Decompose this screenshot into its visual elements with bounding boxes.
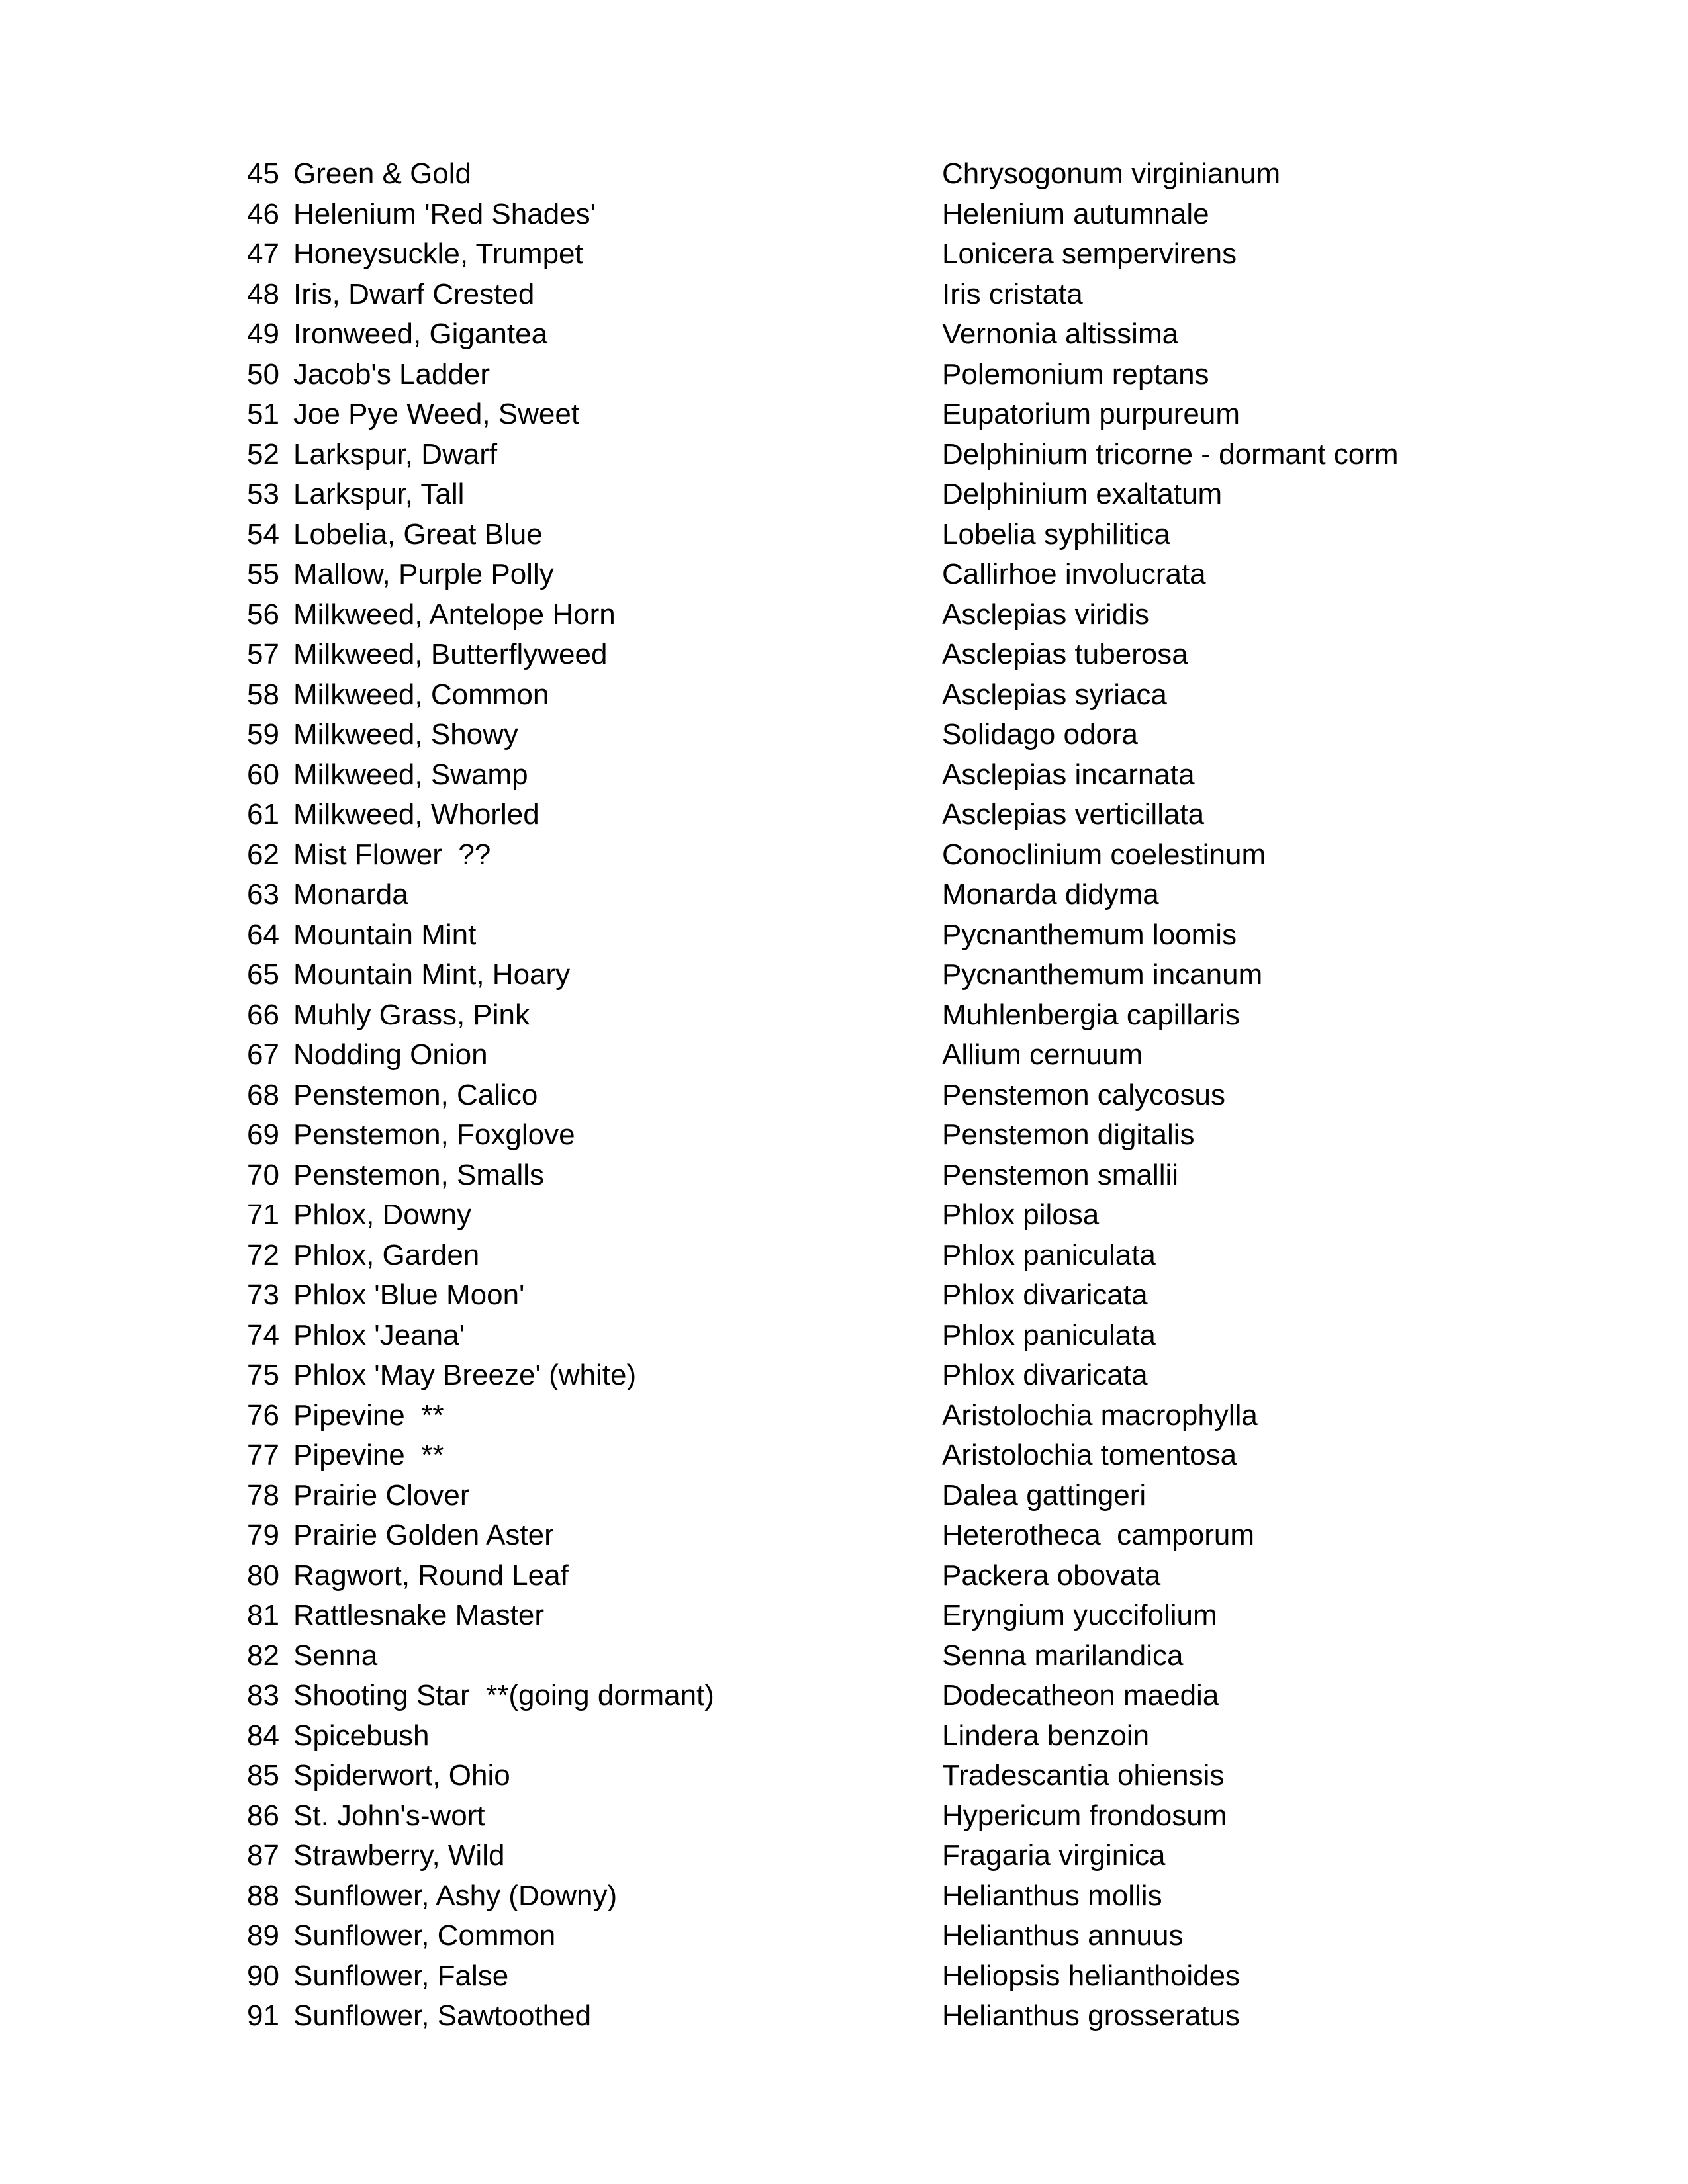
plant-scientific-name: Polemonium reptans: [942, 357, 1209, 390]
plant-scientific-name: Aristolochia tomentosa: [942, 1439, 1237, 1471]
plant-number: 56: [247, 598, 279, 631]
plant-scientific-name: Phlox divaricata: [942, 1279, 1148, 1311]
plant-row: [0, 875, 1688, 915]
plant-number: 83: [247, 1679, 279, 1711]
plant-number: 67: [247, 1038, 279, 1071]
plant-scientific-name: Conoclinium coelestinum: [942, 838, 1266, 871]
plant-row: [0, 595, 1688, 635]
plant-common-name: Ragwort, Round Leaf: [293, 1559, 569, 1592]
plant-number: 47: [247, 238, 279, 270]
plant-row: [0, 1836, 1688, 1876]
plant-row: [0, 1275, 1688, 1316]
plant-scientific-name: Vernonia altissima: [942, 318, 1179, 350]
plant-row: [0, 795, 1688, 835]
plant-number: 52: [247, 437, 279, 471]
plant-row: [0, 195, 1688, 235]
plant-scientific-name: Delphinium exaltatum: [942, 478, 1223, 510]
plant-common-name: Larkspur, Tall: [293, 478, 465, 510]
plant-common-name: Rattlesnake Master: [293, 1599, 545, 1631]
plant-row: [0, 1676, 1688, 1716]
plant-common-name: Penstemon, Foxglove: [293, 1118, 575, 1151]
plant-number: 50: [247, 357, 279, 390]
plant-common-name: Phlox, Downy: [293, 1199, 472, 1231]
plant-scientific-name: Phlox pilosa: [942, 1199, 1100, 1231]
plant-common-name: Pipevine **: [293, 1439, 444, 1471]
plant-row: [0, 1756, 1688, 1796]
plant-number: 86: [247, 1799, 279, 1832]
plant-number: 88: [247, 1879, 279, 1912]
plant-common-name: Honeysuckle, Trumpet: [293, 238, 583, 270]
plant-scientific-name: Aristolochia macrophylla: [942, 1398, 1258, 1432]
plant-common-name: Milkweed, Common: [293, 678, 549, 711]
plant-row: [0, 915, 1688, 956]
plant-number: 66: [247, 998, 279, 1031]
plant-number: 77: [247, 1439, 279, 1471]
plant-number: 49: [247, 318, 279, 350]
plant-common-name: Nodding Onion: [293, 1038, 488, 1071]
plant-row: [0, 755, 1688, 796]
plant-number: 68: [247, 1078, 279, 1111]
plant-scientific-name: Eupatorium purpureum: [942, 398, 1241, 430]
plant-common-name: Jacob's Ladder: [293, 357, 491, 390]
plant-common-name: Green & Gold: [293, 158, 472, 190]
plant-number: 69: [247, 1118, 279, 1151]
plant-number: 62: [247, 838, 279, 871]
plant-row: [0, 1916, 1688, 1956]
plant-scientific-name: Heterotheca camporum: [942, 1519, 1254, 1551]
plant-number: 89: [247, 1919, 279, 1952]
plant-common-name: Pipevine **: [293, 1398, 444, 1432]
plant-scientific-name: Lobelia syphilitica: [942, 518, 1170, 551]
plant-scientific-name: Asclepias viridis: [942, 598, 1149, 631]
plant-row: [0, 715, 1688, 755]
plant-row: [0, 1716, 1688, 1756]
plant-number: 90: [247, 1959, 279, 1992]
plant-scientific-name: Dodecatheon maedia: [942, 1679, 1219, 1711]
plant-scientific-name: Heliopsis helianthoides: [942, 1959, 1241, 1992]
plant-row: [0, 1195, 1688, 1236]
plant-row: [0, 1035, 1688, 1075]
plant-scientific-name: Delphinium tricorne - dormant corm: [942, 437, 1399, 471]
plant-scientific-name: Packera obovata: [942, 1559, 1161, 1592]
plant-number: 70: [247, 1158, 279, 1191]
plant-row: [0, 835, 1688, 876]
plant-row: [0, 1796, 1688, 1837]
plant-row: [0, 515, 1688, 555]
plant-common-name: Milkweed, Swamp: [293, 758, 528, 791]
plant-list: [0, 154, 1688, 2036]
plant-common-name: Spiderwort, Ohio: [293, 1759, 510, 1792]
plant-common-name: Phlox, Garden: [293, 1238, 480, 1271]
plant-scientific-name: Tradescantia ohiensis: [942, 1759, 1225, 1792]
plant-common-name: Milkweed, Whorled: [293, 798, 539, 831]
plant-common-name: Monarda: [293, 878, 408, 911]
plant-scientific-name: Phlox divaricata: [942, 1359, 1148, 1391]
plant-scientific-name: Chrysogonum virginianum: [942, 158, 1281, 190]
plant-scientific-name: Phlox paniculata: [942, 1238, 1156, 1271]
plant-scientific-name: Asclepias syriaca: [942, 678, 1167, 711]
plant-number: 91: [247, 1999, 279, 2032]
plant-number: 60: [247, 758, 279, 791]
plant-common-name: Iris, Dwarf Crested: [293, 277, 535, 310]
plant-common-name: Phlox 'Blue Moon': [293, 1279, 525, 1311]
plant-number: 71: [247, 1199, 279, 1231]
plant-number: 61: [247, 798, 279, 831]
plant-number: 76: [247, 1398, 279, 1432]
plant-scientific-name: Helenium autumnale: [942, 197, 1209, 230]
plant-scientific-name: Hypericum frondosum: [942, 1799, 1227, 1832]
plant-row: [0, 635, 1688, 675]
plant-row: [0, 1636, 1688, 1676]
plant-row: [0, 1596, 1688, 1636]
plant-row: [0, 1115, 1688, 1156]
plant-common-name: Strawberry, Wild: [293, 1839, 505, 1872]
plant-scientific-name: Helianthus annuus: [942, 1919, 1184, 1952]
plant-common-name: Mountain Mint: [293, 918, 477, 951]
plant-row: [0, 1516, 1688, 1556]
plant-number: 48: [247, 277, 279, 310]
plant-number: 58: [247, 678, 279, 711]
plant-row: [0, 154, 1688, 195]
plant-row: [0, 555, 1688, 595]
plant-number: 55: [247, 558, 279, 590]
plant-common-name: Joe Pye Weed, Sweet: [293, 398, 580, 430]
plant-row: [0, 275, 1688, 315]
plant-row: [0, 1355, 1688, 1396]
plant-common-name: Sunflower, Sawtoothed: [293, 1999, 592, 2032]
plant-number: 57: [247, 638, 279, 670]
plant-scientific-name: Muhlenbergia capillaris: [942, 998, 1241, 1031]
plant-common-name: Sunflower, Common: [293, 1919, 556, 1952]
plant-number: 51: [247, 398, 279, 430]
plant-common-name: Milkweed, Antelope Horn: [293, 598, 616, 631]
plant-scientific-name: Eryngium yuccifolium: [942, 1599, 1217, 1631]
plant-scientific-name: Phlox paniculata: [942, 1318, 1156, 1351]
plant-row: [0, 1236, 1688, 1276]
plant-scientific-name: Pycnanthemum loomis: [942, 918, 1237, 951]
plant-row: [0, 435, 1688, 475]
plant-scientific-name: Asclepias tuberosa: [942, 638, 1188, 670]
plant-common-name: Prairie Clover: [293, 1479, 470, 1512]
plant-scientific-name: Penstemon smallii: [942, 1158, 1179, 1191]
plant-common-name: Helenium 'Red Shades': [293, 197, 596, 230]
plant-scientific-name: Iris cristata: [942, 277, 1083, 310]
plant-common-name: Lobelia, Great Blue: [293, 518, 543, 551]
plant-row: [0, 1556, 1688, 1596]
plant-number: 59: [247, 718, 279, 751]
plant-row: [0, 475, 1688, 515]
plant-common-name: Sunflower, False: [293, 1959, 509, 1992]
plant-common-name: Milkweed, Showy: [293, 718, 518, 751]
plant-row: [0, 355, 1688, 395]
plant-row: [0, 955, 1688, 995]
plant-row: [0, 234, 1688, 275]
plant-number: 72: [247, 1238, 279, 1271]
plant-number: 45: [247, 158, 279, 190]
plant-row: [0, 1996, 1688, 2036]
plant-common-name: Senna: [293, 1639, 378, 1672]
plant-common-name: Penstemon, Calico: [293, 1078, 538, 1111]
plant-scientific-name: Solidago odora: [942, 718, 1139, 751]
plant-number: 63: [247, 878, 279, 911]
plant-scientific-name: Helianthus grosseratus: [942, 1999, 1241, 2032]
plant-scientific-name: Pycnanthemum incanum: [942, 958, 1263, 991]
plant-common-name: St. John's-wort: [293, 1799, 485, 1832]
plant-common-name: Mist Flower ??: [293, 838, 491, 871]
plant-row: [0, 394, 1688, 435]
plant-scientific-name: Fragaria virginica: [942, 1839, 1166, 1872]
plant-number: 65: [247, 958, 279, 991]
plant-number: 74: [247, 1318, 279, 1351]
plant-scientific-name: Asclepias verticillata: [942, 798, 1205, 831]
plant-common-name: Spicebush: [293, 1719, 430, 1752]
plant-common-name: Mountain Mint, Hoary: [293, 958, 571, 991]
plant-common-name: Phlox 'Jeana': [293, 1318, 465, 1351]
plant-number: 54: [247, 518, 279, 551]
plant-common-name: Muhly Grass, Pink: [293, 998, 530, 1031]
plant-number: 82: [247, 1639, 279, 1672]
plant-common-name: Phlox 'May Breeze' (white): [293, 1359, 637, 1391]
plant-row: [0, 995, 1688, 1036]
plant-number: 46: [247, 197, 279, 230]
plant-number: 78: [247, 1479, 279, 1512]
plant-scientific-name: Penstemon digitalis: [942, 1118, 1195, 1151]
plant-number: 87: [247, 1839, 279, 1872]
plant-number: 84: [247, 1719, 279, 1752]
plant-number: 79: [247, 1519, 279, 1551]
plant-common-name: Shooting Star **(going dormant): [293, 1679, 714, 1711]
plant-common-name: Prairie Golden Aster: [293, 1519, 554, 1551]
plant-scientific-name: Lindera benzoin: [942, 1719, 1150, 1752]
plant-common-name: Ironweed, Gigantea: [293, 318, 548, 350]
plant-row: [0, 314, 1688, 355]
plant-number: 64: [247, 918, 279, 951]
plant-number: 85: [247, 1759, 279, 1792]
plant-row: [0, 675, 1688, 715]
plant-scientific-name: Asclepias incarnata: [942, 758, 1195, 791]
plant-scientific-name: Allium cernuum: [942, 1038, 1143, 1071]
plant-row: [0, 1876, 1688, 1917]
plant-scientific-name: Callirhoe involucrata: [942, 558, 1206, 590]
plant-row: [0, 1156, 1688, 1196]
plant-row: [0, 1476, 1688, 1516]
plant-scientific-name: Senna marilandica: [942, 1639, 1184, 1672]
plant-scientific-name: Lonicera sempervirens: [942, 238, 1237, 270]
plant-scientific-name: Penstemon calycosus: [942, 1078, 1225, 1111]
plant-row: [0, 1956, 1688, 1997]
plant-scientific-name: Monarda didyma: [942, 878, 1159, 911]
plant-scientific-name: Dalea gattingeri: [942, 1479, 1147, 1512]
plant-number: 80: [247, 1559, 279, 1592]
plant-common-name: Penstemon, Smalls: [293, 1158, 545, 1191]
plant-common-name: Larkspur, Dwarf: [293, 437, 498, 471]
plant-scientific-name: Helianthus mollis: [942, 1879, 1162, 1912]
plant-number: 81: [247, 1599, 279, 1631]
plant-common-name: Mallow, Purple Polly: [293, 558, 554, 590]
plant-row: [0, 1396, 1688, 1436]
plant-common-name: Milkweed, Butterflyweed: [293, 638, 608, 670]
plant-row: [0, 1435, 1688, 1476]
plant-number: 53: [247, 478, 279, 510]
plant-number: 75: [247, 1359, 279, 1391]
plant-row: [0, 1316, 1688, 1356]
plant-row: [0, 1075, 1688, 1116]
plant-number: 73: [247, 1279, 279, 1311]
plant-common-name: Sunflower, Ashy (Downy): [293, 1879, 618, 1912]
